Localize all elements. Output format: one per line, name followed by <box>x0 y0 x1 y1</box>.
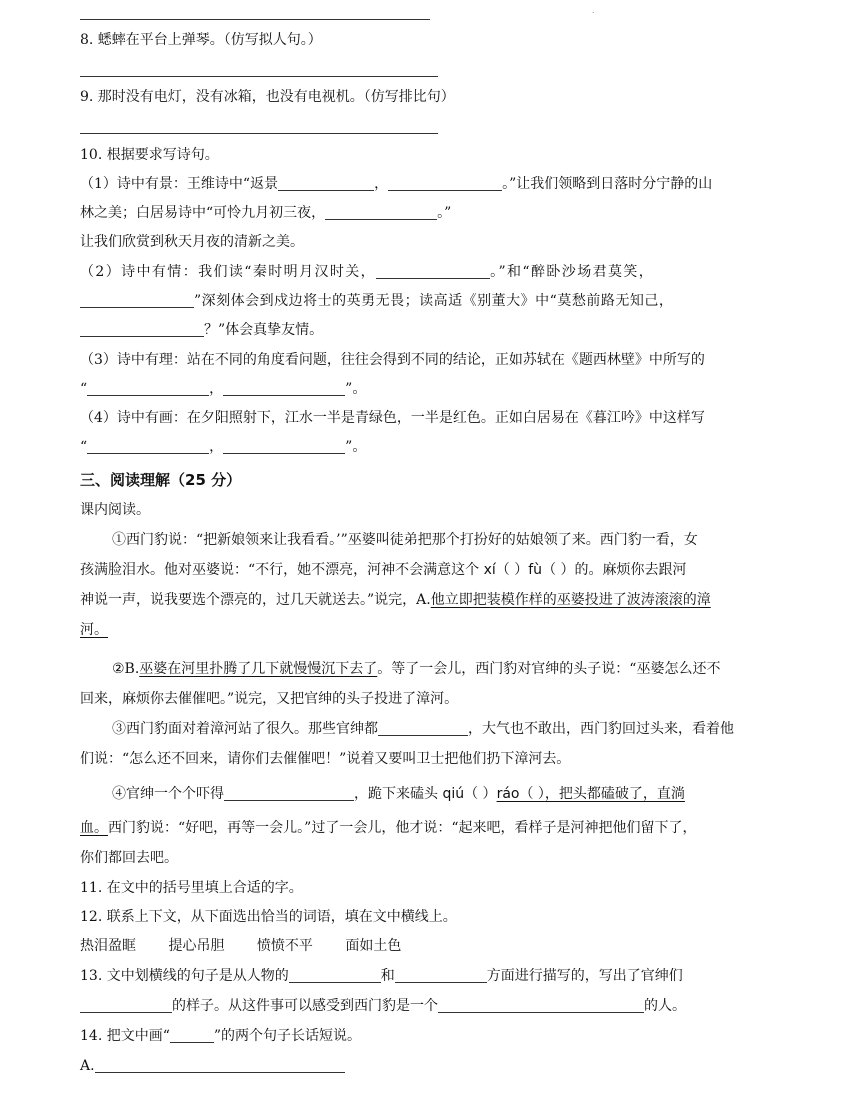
q10-p3-text-c: ， <box>209 381 224 397</box>
stray-dot: . <box>592 6 595 15</box>
q13-text-d: 的样子。从这件事可以感受到西门豹是一个 <box>172 998 438 1014</box>
q10-part1-line1 <box>80 174 712 194</box>
blank-q10-3[interactable] <box>325 203 437 220</box>
question-13-line1 <box>80 966 683 986</box>
q10-part1-line3: 让我们欣赏到秋天月夜的清新之美。 <box>80 234 304 250</box>
passage-p4-text-b: ，跪下来磕头 <box>354 786 438 802</box>
q10-p2-text-a: （2）诗中有情：我们读“秦时明月汉时关， <box>80 264 377 280</box>
q13-text-a: 13. 文中划横线的句子是从人物的 <box>80 968 289 984</box>
q10-p4-text-c: ， <box>209 439 224 455</box>
passage-p2-line2: 回来，麻烦你去催催吧。”说完，又把官绅的头子投进了漳河。 <box>80 691 459 707</box>
passage-p3-line1 <box>112 719 734 739</box>
q13-text-c: 方面进行描写的，写出了官绅们 <box>486 968 683 984</box>
section-3-heading: 三、阅读理解（25 分） <box>80 471 242 489</box>
q10-p2-text-d: ？”体会真挚友情。 <box>204 322 324 338</box>
q10-p1-text-c: 。”让我们领略到日落时分宁静的山 <box>502 176 713 192</box>
passage-p4-line3: 你们都回去吧。 <box>80 850 178 866</box>
blank-q10-9[interactable] <box>87 437 209 454</box>
passage-p1-line3 <box>80 590 711 610</box>
passage-p3-text-a: ③西门豹面对着漳河站了很久。那些官绅都 <box>112 721 378 737</box>
q14-underline-sample <box>170 1026 214 1043</box>
passage-p4-line2 <box>80 818 696 838</box>
word-options <box>80 936 401 956</box>
answer-line-q9[interactable] <box>80 133 438 134</box>
blank-q13-4[interactable] <box>438 996 644 1013</box>
blank-q10-1[interactable] <box>278 174 374 191</box>
q10-part3-line2 <box>80 379 366 399</box>
underlined-sentence-a: 他立即把装模作样的巫婆投进了波涛滚滚的漳 <box>430 592 711 608</box>
q10-p2-text-b: 。”和“醉卧沙场君莫笑， <box>490 264 655 280</box>
underlined-text-c: ，把头都磕破了，直淌 <box>544 786 685 802</box>
blank-q10-2[interactable] <box>388 174 502 191</box>
q10-p1-text-b: ， <box>374 176 389 192</box>
q14-text-a: 14. 把文中画“ <box>80 1028 170 1044</box>
pinyin-xi: xí <box>483 562 496 578</box>
passage-p4-text-e: 西门豹说：“好吧，再等一会儿。”过了一会儿，他才说：“起来吧，看样子是河神把他们留下了， <box>108 820 697 836</box>
passage-p3-line2: 们说：“怎么还不回来，请你们去催催吧！”说着又要叫卫士把他们扔下漳河去。 <box>80 751 571 767</box>
blank-q13-3[interactable] <box>80 996 172 1013</box>
q10-part1-line2 <box>80 203 451 223</box>
q10-part2-line1 <box>80 262 654 282</box>
pinyin-rao: ráo <box>496 786 520 802</box>
passage-p2-text-c: 。等了一会儿，西门豹对官绅的头子说：“巫婆怎么还不 <box>377 661 721 677</box>
q10-part4-line1: （4）诗中有画：在夕阳照射下，江水一半是青绿色，一半是红色。正如白居易在《暮江吟》中这样写 <box>80 410 705 426</box>
question-8: 8. 蟋蟀在平台上弹琴。（仿写拟人句。） <box>80 32 322 48</box>
word-option-3: 愤愤不平 <box>256 938 313 954</box>
blank-q10-10[interactable] <box>223 437 345 454</box>
paren-box-3[interactable]: （ ） <box>464 786 497 802</box>
blank-q14-a[interactable] <box>95 1056 345 1073</box>
blank-q13-2[interactable] <box>395 966 487 983</box>
answer-line-q7[interactable] <box>80 19 430 20</box>
q10-p3-text-d: ”。 <box>345 381 367 397</box>
question-9: 9. 那时没有电灯，没有冰箱，也没有电视机。（仿写排比句） <box>80 89 455 105</box>
passage-p4-line1 <box>112 784 685 804</box>
pinyin-qiu: qiú <box>442 786 465 802</box>
word-option-2: 提心吊胆 <box>168 938 225 954</box>
answer-line-q8[interactable] <box>80 76 438 77</box>
blank-passage-1[interactable] <box>378 719 468 736</box>
q10-p2-text-c: ”深刻体会到戍边将士的英勇无畏；读高适《别董大》中“莫愁前路无知己， <box>194 293 674 309</box>
passage-p4-text-a: ④官绅一个个吓得 <box>112 786 224 802</box>
paren-box-4[interactable]: （ ） <box>519 786 545 802</box>
passage-p1-text-d: 神说一声，说我要选个漂亮的，过几天就送去。”说完，A. <box>80 592 431 608</box>
q10-p1-text-a: （1）诗中有景：王维诗中“返景 <box>80 176 279 192</box>
q10-part3-line1: （3）诗中有理：站在不同的角度看问题，往往会得到不同的结论，正如苏轼在《题西林壁》中所写的 <box>80 352 705 368</box>
question-14 <box>80 1026 361 1046</box>
q14-label-a: A. <box>80 1058 95 1074</box>
blank-passage-2[interactable] <box>224 784 354 801</box>
passage-p1-line2 <box>80 560 687 580</box>
question-11: 11. 在文中的括号里填上合适的字。 <box>80 880 303 896</box>
passage-p1-text-c: 的。麻烦你去跟河 <box>574 562 687 578</box>
blank-q10-6[interactable] <box>80 320 204 337</box>
underlined-text-d: 血。 <box>80 820 108 836</box>
q13-text-b: 和 <box>380 968 395 984</box>
passage-p1-line4: 河。 <box>80 622 108 638</box>
q10-p1-text-e: 。” <box>437 205 452 221</box>
word-option-4: 面如土色 <box>345 938 402 954</box>
blank-q10-7[interactable] <box>87 379 209 396</box>
q10-part4-line2 <box>80 437 366 457</box>
q14-text-b: ”的两个句子长话短说。 <box>213 1028 362 1044</box>
q10-p4-text-b: “ <box>80 439 88 455</box>
paren-box-2[interactable]: （ ） <box>542 562 575 578</box>
passage-p1-line1: ①西门豹说：“把新娘领来让我看看。’”巫婆叫徒弟把那个打扮好的姑娘领了来。西门豹一看，女 <box>112 532 698 548</box>
q10-part2-line2 <box>80 291 673 311</box>
q10-p4-text-d: ”。 <box>345 439 367 455</box>
passage-p3-text-b: ，大气也不敢出，西门豹回过头来，看着他 <box>468 721 734 737</box>
q13-text-e: 的人。 <box>644 998 686 1014</box>
q10-p1-text-d: 林之美；白居易诗中“可怜九月初三夜， <box>80 205 326 221</box>
blank-q10-4[interactable] <box>376 262 490 279</box>
q10-part2-line3 <box>80 320 323 340</box>
blank-q10-8[interactable] <box>223 379 345 396</box>
question-13-line2 <box>80 996 686 1016</box>
underlined-sentence-b: 巫婆在河里扑腾了几下就慢慢沉下去了 <box>139 661 378 677</box>
paren-box-1[interactable]: （ ） <box>495 562 529 578</box>
q14-answer-a <box>80 1056 345 1076</box>
word-option-1: 热泪盈眶 <box>80 938 136 954</box>
passage-p2-marker: ②B. <box>112 661 140 677</box>
blank-q13-1[interactable] <box>289 966 381 983</box>
pinyin-fu: fù <box>528 562 543 578</box>
blank-q10-5[interactable] <box>80 291 194 308</box>
passage-p1-text-b: 孩满脸泪水。他对巫婆说：“不行，她不漂亮，河神不会满意这个 <box>80 562 480 578</box>
question-10-title: 10. 根据要求写诗句。 <box>80 147 219 163</box>
passage-p2-line1 <box>112 659 720 679</box>
section-3-subheading: 课内阅读。 <box>80 502 150 518</box>
question-12: 12. 联系上下文，从下面选出恰当的词语，填在文中横线上。 <box>80 909 457 925</box>
q10-p3-text-b: “ <box>80 381 88 397</box>
